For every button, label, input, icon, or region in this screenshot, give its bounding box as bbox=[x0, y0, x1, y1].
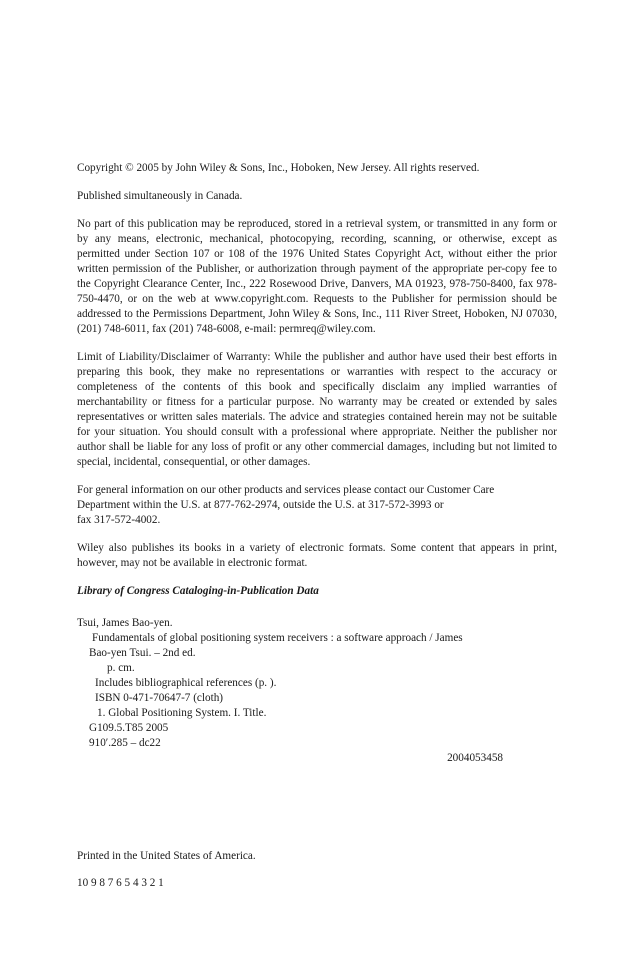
liability-disclaimer: Limit of Liability/Disclaimer of Warranty: While the publisher and author have used their best efforts in preparing this book, they make no representations or warranties with respect to the accuracy or completeness of the contents of this book and specifically disclaim any implied warranties of merchantability or fitness for a particular purpose. No warranty may be created or extended by sales representatives or written sales materials. The advice and strategies contained herein may not be suitable for your situation. You should consult with a professional where appropriate. Neither the publisher nor author shall be liable for any loss of profit or any other commercial damages, including but not limited to special, incidental, consequential, or other damages. bbox=[77, 351, 557, 468]
cip-author: Tsui, James Bao-yen. bbox=[77, 617, 173, 629]
customer-care-line: fax 317-572-4002. bbox=[77, 514, 161, 526]
copyright-notice: Copyright © 2005 by John Wiley & Sons, Inc., Hoboken, New Jersey. All rights reserved. bbox=[77, 162, 480, 174]
electronic-formats-note: Wiley also publishes its books in a variety of electronic formats. Some content that appears in print, however, may not be available in electronic format. bbox=[77, 542, 557, 569]
cip-lc-class: G109.5.T85 2005 bbox=[89, 722, 169, 734]
customer-care-paragraph bbox=[77, 483, 557, 528]
cip-bibliography: Includes bibliographical references (p. ). bbox=[95, 677, 277, 689]
printing-info bbox=[77, 849, 557, 903]
cip-subjects: 1. Global Positioning System. I. Title. bbox=[97, 707, 267, 719]
printed-in: Printed in the United States of America. bbox=[77, 850, 256, 862]
customer-care-line: Department within the U.S. at 877-762-2974, outside the U.S. at 317-572-3993 or bbox=[77, 499, 444, 511]
copyright-page bbox=[77, 161, 557, 766]
cip-title-line: Bao-yen Tsui. – 2nd ed. bbox=[89, 647, 196, 659]
cip-dewey: 910′.285 – dc22 bbox=[89, 737, 161, 749]
cip-pages: p. cm. bbox=[107, 662, 135, 674]
customer-care-line: For general information on our other products and services please contact our Customer Care bbox=[77, 484, 495, 496]
cip-record bbox=[77, 616, 557, 766]
cip-isbn: ISBN 0-471-70647-7 (cloth) bbox=[95, 692, 224, 704]
permissions-paragraph: No part of this publication may be reproduced, stored in a retrieval system, or transmitted in any form or by any means, electronic, mechanical, photocopying, recording, scanning, or otherwise, except as permitted under Section 107 or 108 of the 1976 United States Copyright Act, without either the prior written permission of the Publisher, or authorization through payment of the appropriate per-copy fee to the Copyright Clearance Center, Inc., 222 Rosewood Drive, Danvers, MA 01923, 978-750-8400, fax 978-750-4470, or on the web at www.copyright.com. Requests to the Publisher for permission should be addressed to the Permissions Department, John Wiley & Sons, Inc., 111 River Street, Hoboken, NJ 07030, (201) 748-6011, fax (201) 748-6008, e-mail: permreq@wiley.com. bbox=[77, 218, 557, 335]
print-line: 10 9 8 7 6 5 4 3 2 1 bbox=[77, 877, 164, 889]
cip-title-line: Fundamentals of global positioning system receivers : a software approach / James bbox=[92, 632, 463, 644]
cip-lccn: 2004053458 bbox=[447, 752, 503, 764]
cip-heading: Library of Congress Cataloging-in-Publication Data bbox=[77, 585, 319, 597]
published-canada: Published simultaneously in Canada. bbox=[77, 190, 243, 202]
